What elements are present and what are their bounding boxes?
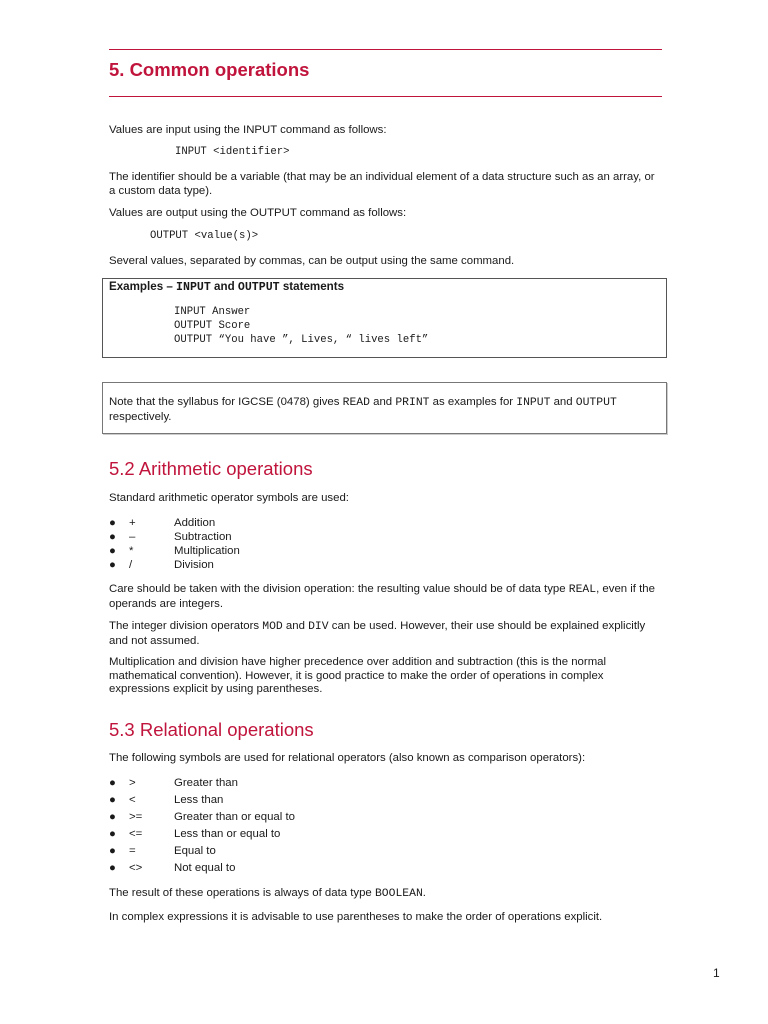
operator-label: Multiplication — [174, 545, 240, 557]
header-rule-bottom — [109, 96, 662, 97]
syllabus-note-text — [109, 396, 649, 424]
operator-label: Greater than — [174, 777, 238, 789]
examples-title — [109, 280, 344, 294]
result-text-2: . — [422, 887, 426, 899]
parentheses-advice-text: In complex expressions it is advisable to use parentheses to make the order of operations explicit. — [109, 911, 603, 923]
note-read-kw: READ — [342, 397, 370, 409]
operator-label: Subtraction — [174, 531, 232, 543]
examples-title-and: and — [210, 280, 238, 293]
arithmetic-intro-text: Standard arithmetic operator symbols are used: — [109, 492, 349, 504]
note-print-kw: PRINT — [395, 397, 430, 409]
note-text-4: and — [550, 396, 576, 408]
division-care-text — [109, 583, 664, 611]
bullet-icon: ● — [109, 531, 116, 543]
note-text-2: and — [369, 396, 396, 408]
input-syntax-code: INPUT <identifier> — [175, 146, 290, 158]
precedence-text: Multiplication and division have higher precedence over addition and subtraction (this is the normal mathematical convention). However, it is good practice to make the order of operations in complex expressions explicit by using parentheses. — [109, 656, 607, 695]
relational-intro-text: The following symbols are used for relational operators (also known as comparison operators): — [109, 752, 586, 764]
note-text-5: respectively. — [109, 410, 172, 423]
note-output-kw: OUTPUT — [575, 397, 617, 409]
example-line-2: OUTPUT Score — [174, 320, 251, 332]
examples-box — [102, 278, 667, 358]
bullet-icon: ● — [109, 811, 116, 823]
operator-label: Less than or equal to — [174, 828, 281, 840]
examples-title-output-kw: OUTPUT — [237, 281, 280, 294]
note-text-1: Note that the syllabus for IGCSE (0478) gives — [109, 396, 343, 408]
operator-label: Not equal to — [174, 862, 236, 874]
result-text-1: The result of these operations is always of data type — [109, 887, 375, 899]
syllabus-note-box — [102, 382, 667, 434]
integer-division-text — [109, 620, 664, 648]
operator-symbol: <= — [129, 828, 143, 840]
section-5-3-title: 5.3 Relational operations — [109, 719, 314, 740]
operator-symbol: / — [129, 559, 133, 571]
operator-label: Less than — [174, 794, 224, 806]
bullet-icon: ● — [109, 545, 116, 557]
intdiv-text-3: can be used. However, their use should be explained explicitly and not assumed. — [109, 620, 646, 647]
care-text-1: Care should be taken with the division operation: the resulting value should be of data type — [109, 583, 569, 595]
operator-symbol: = — [129, 845, 136, 857]
operator-symbol: – — [129, 531, 136, 543]
section-5-2-title: 5.2 Arithmetic operations — [109, 458, 313, 479]
intdiv-mod-kw: MOD — [262, 621, 283, 633]
bullet-icon: ● — [109, 559, 116, 571]
note-text-3: as examples for — [429, 396, 517, 408]
intdiv-text-2: and — [282, 620, 309, 632]
intdiv-text-1: The integer division operators — [109, 620, 263, 632]
several-values-text: Several values, separated by commas, can be output using the same command. — [109, 255, 515, 267]
section-5-title: 5. Common operations — [109, 59, 310, 80]
operator-symbol: * — [129, 545, 134, 557]
bullet-icon: ● — [109, 845, 116, 857]
boolean-result-text — [109, 887, 664, 902]
care-text-2: , even if the operands are integers. — [109, 583, 655, 610]
note-input-kw: INPUT — [516, 397, 551, 409]
page-number: 1 — [713, 966, 720, 980]
operator-label: Addition — [174, 517, 216, 529]
operator-label: Greater than or equal to — [174, 811, 295, 823]
operator-symbol: + — [129, 517, 136, 529]
bullet-icon: ● — [109, 862, 116, 874]
header-rule-top — [109, 49, 662, 50]
input-intro-text: Values are input using the INPUT command as follows: — [109, 124, 387, 136]
output-intro-text: Values are output using the OUTPUT command as follows: — [109, 207, 407, 219]
examples-title-prefix: Examples – — [109, 280, 177, 293]
bullet-icon: ● — [109, 777, 116, 789]
bullet-icon: ● — [109, 828, 116, 840]
result-boolean-kw: BOOLEAN — [374, 888, 423, 900]
operator-symbol: <> — [129, 862, 143, 874]
output-syntax-code: OUTPUT <value(s)> — [150, 230, 259, 242]
examples-title-suffix: statements — [279, 280, 345, 293]
bullet-icon: ● — [109, 794, 116, 806]
examples-title-input-kw: INPUT — [176, 281, 211, 294]
operator-symbol: < — [129, 794, 136, 806]
bullet-icon: ● — [109, 517, 116, 529]
identifier-note-text: The identifier should be a variable (that may be an individual element of a data structure such as an array, or a custom data type). — [109, 171, 655, 197]
operator-label: Equal to — [174, 845, 216, 857]
intdiv-div-kw: DIV — [308, 621, 329, 633]
example-line-3: OUTPUT “You have ”, Lives, “ lives left” — [174, 334, 429, 346]
operator-label: Division — [174, 559, 214, 571]
example-line-1: INPUT Answer — [174, 306, 251, 318]
operator-symbol: > — [129, 777, 136, 789]
care-real-kw: REAL — [568, 584, 597, 596]
operator-symbol: >= — [129, 811, 143, 823]
